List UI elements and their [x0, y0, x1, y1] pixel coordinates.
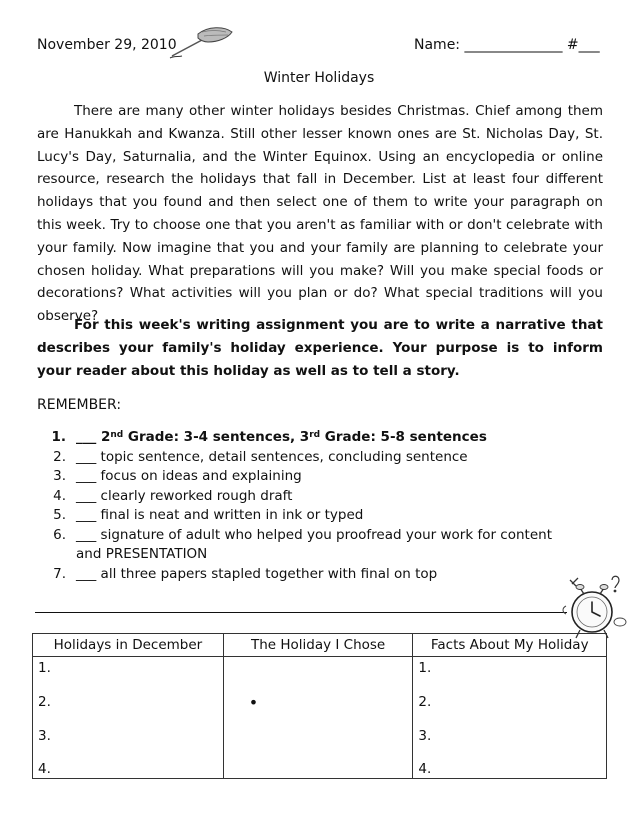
item-text: ___ all three papers stapled together with final on top: [76, 565, 438, 582]
list-number: 2.: [418, 694, 432, 710]
column-header: Facts About My Holiday: [413, 634, 607, 657]
checklist-item: [40, 526, 560, 565]
list-number: 1.: [38, 660, 51, 676]
item-text: ___ signature of adult who helped you proofread your work for content and PRESENTATION: [76, 526, 552, 562]
date: November 29, 2010: [37, 37, 177, 53]
requirements-checklist: [40, 428, 560, 584]
item-number: 1.: [51, 429, 66, 445]
chosen-holiday-cell[interactable]: [223, 657, 413, 779]
divider-line: [35, 612, 567, 613]
item-number: 4.: [53, 487, 66, 504]
facts-cell[interactable]: [413, 657, 607, 779]
instructions-paragraph: [37, 100, 603, 328]
remember-heading: REMEMBER:: [37, 397, 122, 413]
paragraph-text: There are many other winter holidays besides Christmas. Chief among them are Hanukkah and Kwanza. Still other lesser known ones are St. Nicholas Day, St. Lucy's Day, Saturnalia, and the Winter Equinox. Using an encyclopedia or online resource, research the holidays that fall in December. List at least four different holidays that you found and then select one of them to write your paragraph on this week. Try to choose one that you aren't as familiar with or don't celebrate with your family. Now imagine that you and your family are planning to celebrate your chosen holiday. What preparations will you make? Will you make special foods or decorations? What activities will you plan or do? What special traditions will you observe?: [37, 103, 603, 325]
checklist-item: [40, 428, 560, 448]
bullet-point: •: [248, 693, 259, 712]
item-text: ___ final is neat and written in ink or typed: [76, 507, 364, 523]
column-header: The Holiday I Chose: [223, 634, 413, 657]
item-number: 7.: [53, 565, 66, 582]
item-text: Grade: 3-4 sentences, 3: [123, 429, 310, 445]
item-number: 5.: [53, 507, 66, 523]
list-number: 2.: [38, 694, 51, 710]
hand-writing-pen-icon: [168, 20, 238, 62]
list-number: 3.: [418, 728, 432, 744]
list-number: 1.: [418, 660, 432, 676]
list-number: 3.: [38, 728, 51, 744]
checklist-item: [40, 448, 560, 468]
checklist-item: [40, 506, 560, 526]
column-header: Holidays in December: [33, 634, 224, 657]
item-text: ___ clearly reworked rough draft: [76, 487, 293, 504]
holidays-cell[interactable]: [33, 657, 224, 779]
table-header-row: [33, 634, 607, 657]
list-number: 4.: [418, 761, 432, 777]
paragraph-text: For this week's writing assignment you are to write a narrative that describes your family's holiday experience. Your purpose is to inform your reader about this holiday as well as to tell a story.: [37, 317, 603, 379]
superscript: nd: [110, 430, 124, 440]
checklist-item: [40, 467, 560, 487]
table-row: [33, 657, 607, 779]
holiday-table: [32, 633, 607, 779]
superscript: rd: [309, 430, 321, 440]
checklist-item: [40, 565, 560, 585]
checklist-item: [40, 487, 560, 507]
item-number: 2.: [53, 448, 66, 465]
assignment-paragraph: [37, 314, 603, 382]
name-field-label: Name: ______________ #___: [414, 37, 600, 53]
item-text: ___ topic sentence, detail sentences, concluding sentence: [76, 448, 468, 465]
list-number: 4.: [38, 761, 51, 777]
item-text: ___ focus on ideas and explaining: [76, 468, 302, 484]
item-number: 6.: [53, 526, 66, 543]
item-text: Grade: 5-8 sentences: [320, 429, 487, 445]
item-text: ___ 2: [76, 429, 111, 445]
page-title: Winter Holidays: [263, 70, 375, 86]
item-number: 3.: [53, 468, 66, 484]
